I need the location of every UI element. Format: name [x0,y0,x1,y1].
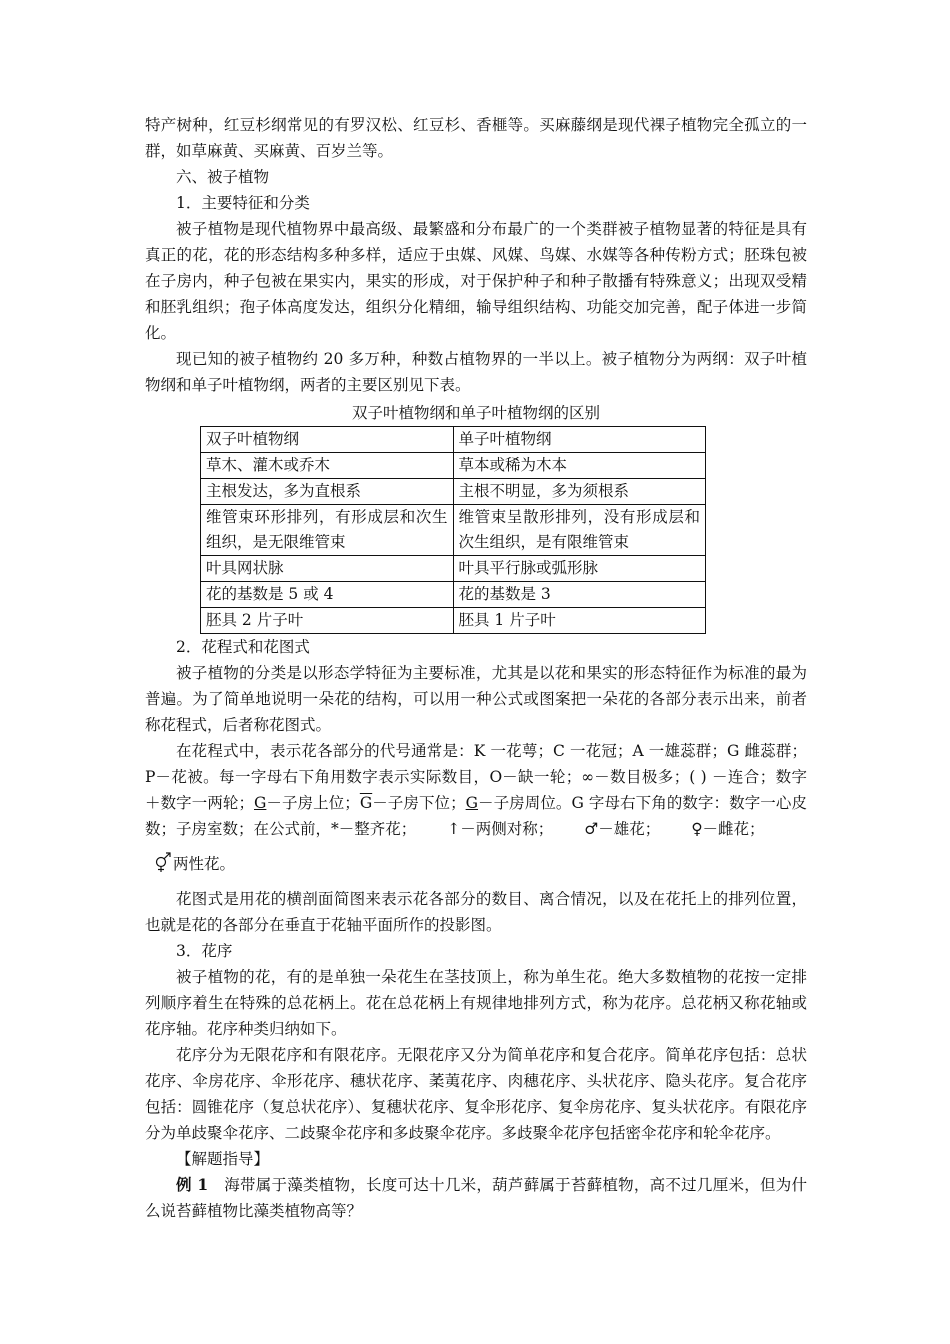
table-cell-monocot: 叶具平行脉或弧形脉 [453,556,706,582]
table-row [201,582,706,608]
table-cell-monocot: 单子叶植物纲 [453,427,706,453]
example-text: 海带属于藻类植物，长度可达十几米，葫芦藓属于苔藓植物，高不过几厘米，但为什么说苔藓植物比藻类植物高等？ [145,1176,807,1220]
male-flower-symbol: ♂ [584,820,599,838]
table-row [201,427,706,453]
table-row [201,608,706,634]
table-caption: 双子叶植物纲和单子叶植物纲的区别 [351,404,600,422]
male-flower-text: －雄花； [598,820,661,838]
section-heading: 六、被子植物 [176,168,270,186]
paragraph-characteristics: 被子植物是现代植物界中最高级、最繁盛和分布最广的一个类群被子植物显著的特征是具有真正的花，花的形态结构多种多样，适应于虫媒、风媒、鸟媒、水媒等各种传粉方式；胚珠包被在子房内，种子包被在果实内，果实的形成，对于保护种子和种子散播有特殊意义；出现双受精和胚乳组织；孢子体高度发达，组织分化精细，输导组织结构、功能交加完善，配子体进一步简化。 [145,220,807,342]
table-cell-monocot: 草本或稀为木本 [453,453,706,479]
table-cell-dicot: 花的基数是 5 或 4 [201,582,454,608]
table-cell-dicot: 主根发达，多为直根系 [201,479,454,505]
g-perigynous-text: －子房周位。G 字母右下角的数字：数字一心皮数；子房室数；在公式前，*－整齐花； [145,794,807,838]
table-cell-dicot: 胚具 2 片子叶 [201,608,454,634]
table-cell-monocot: 花的基数是 3 [453,582,706,608]
symbols-text: 在花程式中，表示花各部分的代号通常是：K 一花萼；C 一花冠；A 一雄蕊群；G 雌蕊群；P－花被。每一字母右下角用数字表示实际数目，O－缺一轮；∞－数目极多；( ) －连合；数字＋数字一两轮； [145,742,807,812]
guide-heading: 【解题指导】 [176,1150,270,1168]
paragraph-inflorescence-intro: 被子植物的花，有的是单独一朵花生在茎技顶上，称为单生花。绝大多数植物的花按一定排列顺序着生在特殊的总花柄上。花在总花柄上有规律地排列方式，称为花序。总花柄又称花轴或花序轴。花序种类归纳如下。 [145,968,807,1038]
table-row [201,556,706,582]
g-perigynous-symbol: G [465,794,479,812]
example-1 [145,1172,807,1224]
bisexual-flower-icon [153,851,173,873]
table-row [201,479,706,505]
g-superior-text: －子房上位； [266,794,360,812]
g-inferior-text: －子房下位； [372,794,466,812]
g-superior-symbol: G [254,794,267,812]
table-cell-dicot: 草木、灌木或乔木 [201,453,454,479]
bisexual-line [145,851,807,877]
female-flower-symbol: ♀ [691,820,703,838]
paragraph-floral-formula-intro: 被子植物的分类是以形态学特征为主要标准，尤其是以花和果实的形态特征作为标准的最为普遍。为了简单地说明一朵花的结构，可以用一种公式或图案把一朵花的各部分表示出来，前者称花程式，后者称花图式。 [145,664,807,734]
paragraph-floral-diagram: 花图式是用花的横剖面简图来表示花各部分的数目、离合情况，以及在花托上的排列位置，也就是花的各部分在垂直于花轴平面所作的投影图。 [145,890,807,934]
comparison-table [200,426,706,634]
paragraph-floral-formula-symbols [145,738,807,842]
subsection-heading-1: 1．主要特征和分类 [176,194,310,212]
comparison-table-body [201,427,706,634]
g-inferior-symbol: $\overline{G}$ [359,794,373,812]
female-flower-text: －雌花； [702,820,765,838]
bisexual-flower-text: 两性花。 [173,855,236,873]
table-cell-dicot: 维管束环形排列，有形成层和次生组织，是无限维管束 [201,505,454,556]
example-label: 例 1 [176,1175,209,1194]
table-cell-dicot: 叶具网状脉 [201,556,454,582]
intro-paragraph: 特产树种，红豆杉纲常见的有罗汉松、红豆杉、香榧等。买麻藤纲是现代裸子植物完全孤立的一群，如草麻黄、买麻黄、百岁兰等。 [145,116,807,160]
document-page [145,112,807,1224]
subsection-heading-2: 2．花程式和花图式 [176,638,310,656]
table-cell-monocot: 主根不明显，多为须根系 [453,479,706,505]
table-row [201,505,706,556]
subsection-heading-3: 3．花序 [176,942,233,960]
paragraph-classification: 现已知的被子植物约 20 多万种，种数占植物界的一半以上。被子植物分为两纲：双子叶植物纲和单子叶植物纲，两者的主要区别见下表。 [145,350,807,394]
table-cell-monocot: 维管束呈散形排列，没有形成层和次生组织，是有限维管束 [453,505,706,556]
paragraph-inflorescence-types: 花序分为无限花序和有限花序。无限花序又分为简单花序和复合花序。简单花序包括：总状花序、伞房花序、伞形花序、穗状花序、葇荑花序、肉穗花序、头状花序、隐头花序。复合花序包括：圆锥花序（复总状花序）、复穗状花序、复伞形花序、复伞房花序、复头状花序。有限花序分为单歧聚伞花序、二歧聚伞花序和多歧聚伞花序。多歧聚伞花序包括密伞花序和轮伞花序。 [145,1046,807,1142]
zygomorphic-text: －两侧对称； [460,820,554,838]
zygomorphic-symbol: ↑ [447,820,461,838]
table-cell-dicot: 双子叶植物纲 [201,427,454,453]
table-cell-monocot: 胚具 1 片子叶 [453,608,706,634]
table-row [201,453,706,479]
